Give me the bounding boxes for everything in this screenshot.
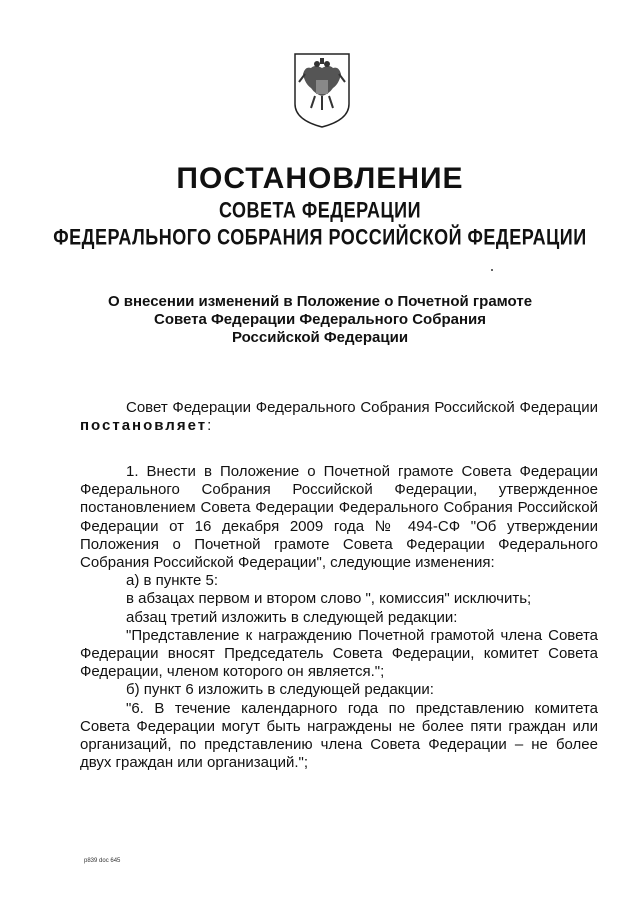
coat-of-arms-emblem: [291, 50, 353, 130]
item-1-subitem-a-para1: в абзацах первом и втором слово ", комиссия" исключить;: [126, 590, 532, 608]
item-1-subitem-b: б) пункт 6 изложить в следующей редакции:: [126, 681, 434, 699]
footer-reference: p839 doc 645: [84, 858, 121, 864]
preamble-paragraph: [80, 399, 598, 435]
scan-speck: [491, 269, 493, 271]
heading-line3: Российской Федерации: [231, 329, 409, 346]
item-1-subitem-a-para2: абзац третий изложить в следующей редакции:: [126, 608, 458, 626]
heading-line1: О внесении изменений в Положение о Почетной грамоте: [107, 293, 533, 310]
item-1-subitem-b-para1: "6. В течение календарного года по представлению комитета Совета Федерации могут быть награждены не более пяти граждан или организаций, по представлению члена Совета Федерации – не более двух граждан или организаций.";: [80, 699, 598, 772]
item-1-section: [80, 463, 598, 772]
preamble-emphasis: постановляет: [80, 417, 208, 435]
item-1-text: 1. Внести в Положение о Почетной грамоте Совета Федерации Федерального Собрания Российской Федерации, утвержденное постановлением Совета Федерации Федерального Собрания Российской Федерации от 16 декабря 2009 года № 494-СФ "Об утверждении Положения о Почетной грамоте Совета Федерации Федерального Собрания Российской Федерации", следующие изменения:: [80, 463, 598, 572]
heading-line2: Совета Федерации Федерального Собрания: [153, 311, 487, 328]
preamble-text: Совет Федерации Федерального Собрания Российской Федерации: [126, 399, 598, 416]
item-1-subitem-a-para3: "Представление к награждению Почетной грамотой члена Совета Федерации вносят Председатель Совета Федерации, комитет Совета Федерации, членом которого он является.";: [80, 626, 598, 681]
resolution-heading: [0, 293, 640, 347]
document-subtitle-line2: ФЕДЕРАЛЬНОГО СОБРАНИЯ РОССИЙСКОЙ ФЕДЕРАЦИИ: [53, 224, 587, 250]
document-subtitle-line1: СОВЕТА ФЕДЕРАЦИИ: [218, 197, 422, 223]
preamble-suffix: :: [207, 417, 212, 435]
item-1-subitem-a: а) в пункте 5:: [126, 572, 218, 590]
document-title: ПОСТАНОВЛЕНИЕ: [176, 162, 464, 195]
